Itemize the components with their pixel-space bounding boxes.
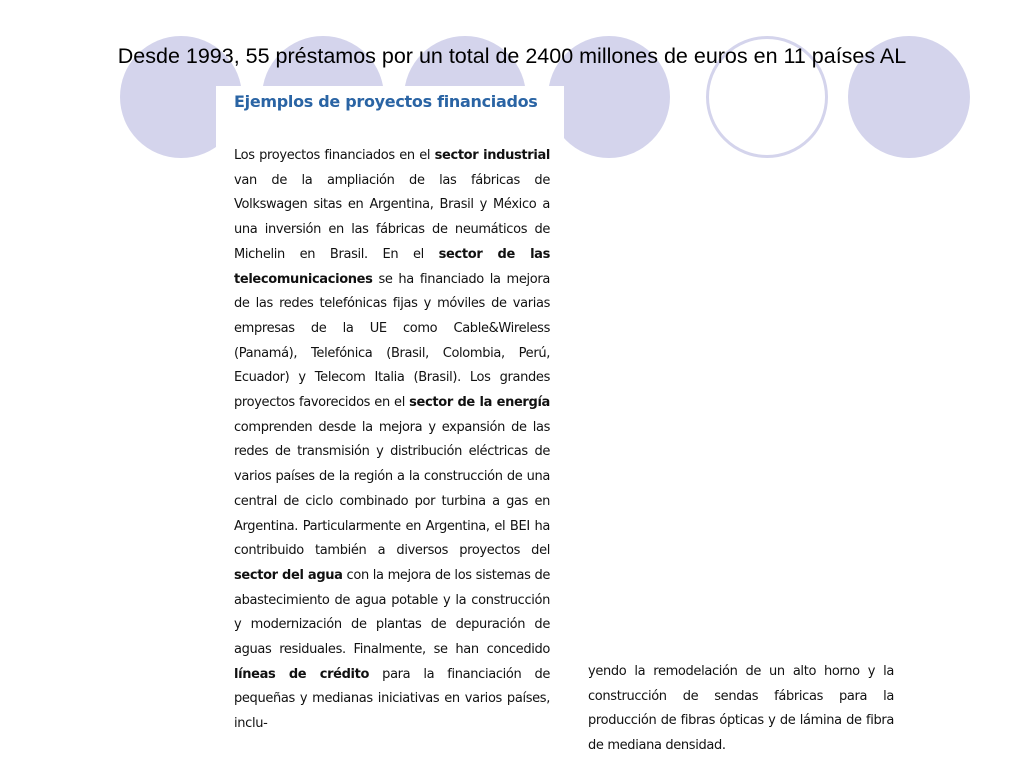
text-run: van de la ampliación de las fábricas de Volkswagen sitas en Argentina, Brasil y México a una inversión en las fábricas de neumáticos de Michelin en Brasil. En el [234, 172, 550, 262]
text-run: se ha financiado la mejora de las redes telefónicas fijas y móviles de varias empresas de la UE como Cable&Wireless (Panamá), Telefónica (Brasil, Colombia, Perú, Ecuador) y Telecom Italia (Brasil). Los grandes proyectos favorecidos en el [234, 271, 550, 411]
bold-phrase: líneas de crédito [234, 666, 370, 682]
document-text-column-2 [588, 660, 894, 759]
text-run: Los proyectos financiados en el [234, 148, 435, 163]
text-run: para la financiación de pequeñas y medianas iniciativas en varios países, inclu- [234, 666, 550, 732]
text-run: yendo la remodelación de un alto horno y la construcción de sendas fábricas para la producción de fibras ópticas y de lámina de fibra de mediana densidad. [588, 664, 894, 754]
text-run: comprenden desde la mejora y expansión de las redes de transmisión y distribución eléctricas de varios países de la región a la construcción de una central de ciclo combinado por turbina a gas en Argentina. Particularmente en Argentina, el BEI ha contribuido también a diversos proyectos del [234, 419, 550, 559]
slide-title: Desde 1993, 55 préstamos por un total de 2400 millones de euros en 11 países AL [117, 44, 907, 68]
bold-phrase: sector del agua [234, 567, 343, 583]
document-text-column-1 [234, 144, 550, 737]
document-heading: Ejemplos de proyectos financiados [234, 92, 538, 111]
bold-phrase: sector industrial [434, 148, 550, 163]
text-run: con la mejora de los sistemas de abastecimiento de agua potable y la construcción y modernización de plantas de depuración de aguas residuales. Finalmente, se han concedido [234, 567, 550, 658]
bold-phrase: sector de la energía [409, 395, 550, 411]
bold-phrase: sector de las telecomunicaciones [234, 246, 550, 287]
